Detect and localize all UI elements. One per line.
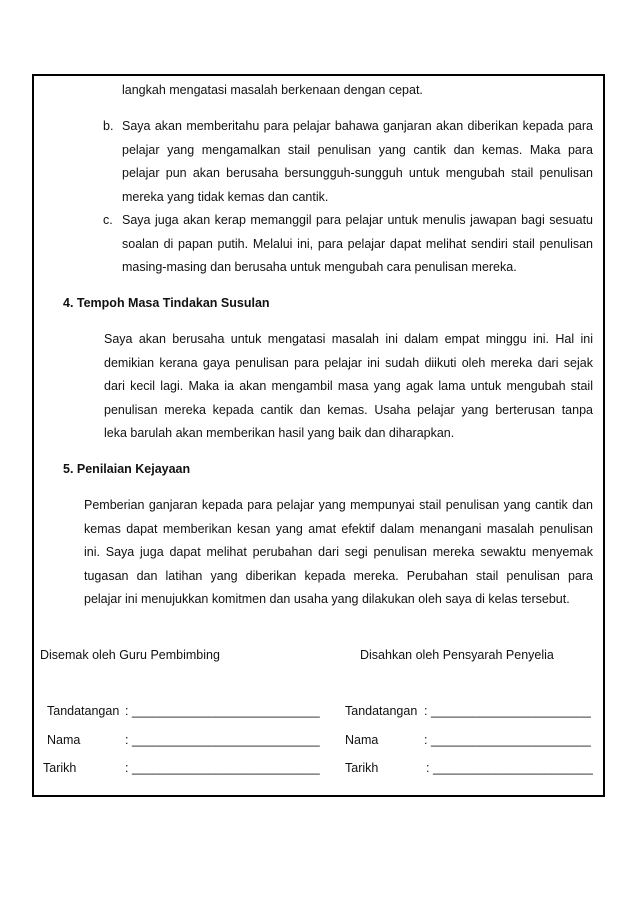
item-c-line-1: Saya juga akan kerap memanggil para pelajar untuk menulis jawapan bagi sesuatu <box>122 213 593 227</box>
item-a-continuation: langkah mengatasi masalah berkenaan dengan cepat. <box>122 83 423 97</box>
right-date-field[interactable]: : _______________________ <box>426 761 593 775</box>
left-signature-field[interactable]: : ___________________________ <box>125 704 320 718</box>
item-b-line-3: pelajar pun akan berusaha bersungguh-sungguh untuk mengubah stail penulisan <box>122 166 593 180</box>
section-4-heading: 4. Tempoh Masa Tindakan Susulan <box>63 296 270 310</box>
item-c-line-2: soalan di papan putih. Melalui ini, para pelajar dapat melihat sendiri stail penulisan <box>122 237 593 251</box>
section-5-line-5: pelajar ini menujukkan komitmen dan usaha yang dilakukan oleh saya di kelas tersebut. <box>84 592 570 606</box>
left-name-label: Nama <box>47 733 81 747</box>
section-5-line-3: ini. Saya juga dapat melihat perubahan dari segi penulisan mereka sewaktu menyemak <box>84 545 593 559</box>
section-5-heading: 5. Penilaian Kejayaan <box>63 462 191 476</box>
left-date-field[interactable]: : ___________________________ <box>125 761 320 775</box>
section-4-line-4: penulisan mereka kepada cantik dan kemas. Usaha pelajar yang berterusan tanpa <box>104 403 593 417</box>
left-name-field[interactable]: : ___________________________ <box>125 733 320 747</box>
item-b-marker: b. <box>103 119 114 133</box>
item-b-line-1: Saya akan memberitahu para pelajar bahawa ganjaran akan diberikan kepada para <box>122 119 593 133</box>
section-4-line-3: dari kecil lagi. Maka ia akan mengambil masa yang agak lama untuk mengubah stail <box>104 379 593 393</box>
right-date-label: Tarikh <box>345 761 379 775</box>
section-5-line-2: kemas dapat memberikan kesan yang amat efektif dalam menangani masalah penulisan <box>84 522 593 536</box>
section-5-line-4: tugasan dan latihan yang diberikan kepada mereka. Perubahan stail penulisan para <box>84 569 593 583</box>
right-signature-label: Tandatangan <box>345 704 418 718</box>
right-name-field[interactable]: : _______________________ <box>424 733 591 747</box>
item-b-line-4: mereka yang tidak kemas dan cantik. <box>122 190 329 204</box>
item-c-marker: c. <box>103 213 113 227</box>
checked-by-title: Disemak oleh Guru Pembimbing <box>40 648 220 662</box>
right-name-label: Nama <box>345 733 379 747</box>
section-4-line-1: Saya akan berusaha untuk mengatasi masalah ini dalam empat minggu ini. Hal ini <box>104 332 593 346</box>
right-signature-field[interactable]: : _______________________ <box>424 704 591 718</box>
item-b-line-2: pelajar yang mengamalkan stail penulisan yang cantik dan kemas. Maka para <box>122 143 593 157</box>
left-date-label: Tarikh <box>43 761 77 775</box>
left-signature-label: Tandatangan <box>47 704 120 718</box>
approved-by-title: Disahkan oleh Pensyarah Penyelia <box>360 648 554 662</box>
section-5-line-1: Pemberian ganjaran kepada para pelajar yang mempunyai stail penulisan yang cantik dan <box>84 498 593 512</box>
section-4-line-5: leka barulah akan memberikan hasil yang baik dan diharapkan. <box>104 426 455 440</box>
item-c-line-3: masing-masing dan berusaha untuk mengubah cara penulisan mereka. <box>122 260 517 274</box>
section-4-line-2: demikian kerana gaya penulisan para pelajar ini sudah diikuti oleh mereka dari sejak <box>104 356 593 370</box>
